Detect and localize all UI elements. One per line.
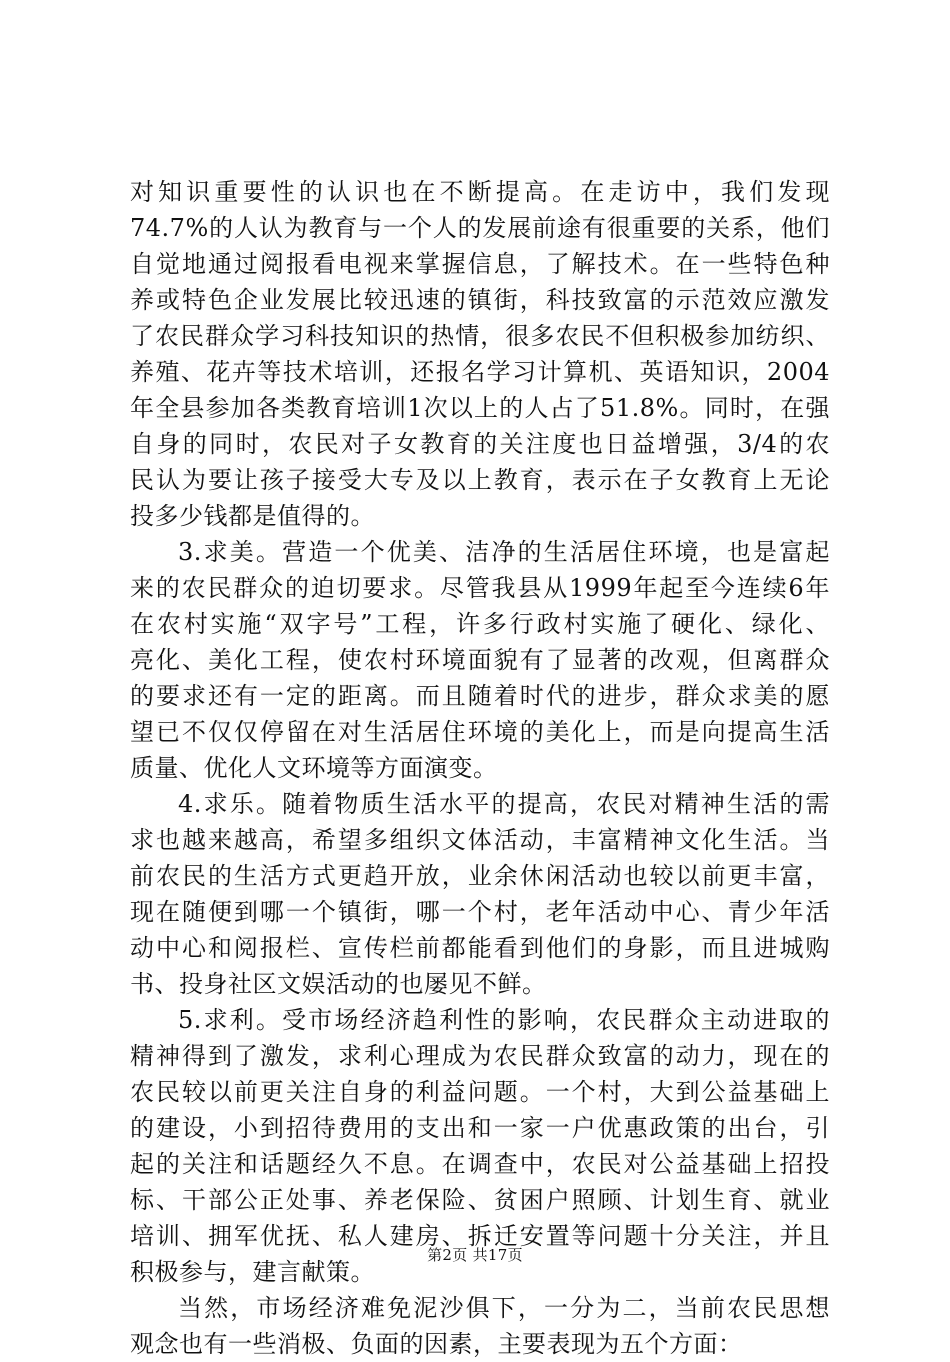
text-line: 的建设，小到招待费用的支出和一家一户优惠政策的出台，引	[130, 1114, 830, 1142]
text-line: 4.求乐。随着物质生活水平的提高，农民对精神生活的需	[178, 790, 830, 818]
text-line: 起的关注和话题经久不息。在调查中，农民对公益基础上招投	[130, 1150, 830, 1178]
text-line: 的要求还有一定的距离。而且随着时代的进步，群众求美的愿	[130, 682, 830, 710]
text-line: 来的农民群众的迫切要求。尽管我县从1999年起至今连续6年	[130, 574, 830, 602]
text-line: 养殖、花卉等技术培训，还报名学习计算机、英语知识，2004	[130, 358, 830, 386]
text-line: 自觉地通过阅报看电视来掌握信息，了解技术。在一些特色种	[130, 250, 830, 278]
text-line: 前农民的生活方式更趋开放，业余休闲活动也较以前更丰富，	[130, 862, 830, 890]
text-line: 对知识重要性的认识也在不断提高。在走访中，我们发现	[130, 178, 830, 206]
text-line: 农民较以前更关注自身的利益问题。一个村，大到公益基础上	[130, 1078, 830, 1106]
text-line: 求也越来越高，希望多组织文体活动，丰富精神文化生活。当	[130, 826, 830, 854]
body-text	[130, 174, 830, 1362]
text-line: 年全县参加各类教育培训1次以上的人占了51.8%。同时，在强	[130, 394, 830, 422]
text-line: 3.求美。营造一个优美、洁净的生活居住环境，也是富起	[178, 538, 830, 566]
text-line: 投多少钱都是值得的。	[130, 502, 375, 530]
text-line: 精神得到了激发，求利心理成为农民群众致富的动力，现在的	[130, 1042, 830, 1070]
text-line: 望已不仅仅停留在对生活居住环境的美化上，而是向提高生活	[130, 718, 830, 746]
text-line: 质量、优化人文环境等方面演变。	[130, 754, 498, 782]
text-line: 培训、拥军优抚、私人建房、拆迁安置等问题十分关注，并且	[130, 1222, 830, 1250]
text-line: 亮化、美化工程，使农村环境面貌有了显著的改观，但离群众	[130, 646, 830, 674]
text-line: 积极参与，建言献策。	[130, 1258, 375, 1286]
text-line: 在农村实施“双字号”工程，许多行政村实施了硬化、绿化、	[130, 610, 830, 638]
text-line: 养或特色企业发展比较迅速的镇街，科技致富的示范效应激发	[130, 286, 830, 314]
text-line: 现在随便到哪一个镇街，哪一个村，老年活动中心、青少年活	[130, 898, 830, 926]
text-line: 动中心和阅报栏、宣传栏前都能看到他们的身影，而且进城购	[130, 934, 830, 962]
page-footer: 第2页 共17页	[427, 1246, 523, 1264]
text-line: 观念也有一些消极、负面的因素，主要表现为五个方面：	[130, 1330, 743, 1358]
text-line: 自身的同时，农民对子女教育的关注度也日益增强，3/4的农	[130, 430, 830, 458]
text-line: 民认为要让孩子接受大专及以上教育，表示在子女教育上无论	[130, 466, 830, 494]
text-line: 书、投身社区文娱活动的也屡见不鲜。	[130, 970, 547, 998]
text-line: 了农民群众学习科技知识的热情，很多农民不但积极参加纺织、	[130, 322, 830, 350]
text-line: 当然，市场经济难免泥沙俱下，一分为二，当前农民思想	[178, 1294, 830, 1322]
text-line: 74.7%的人认为教育与一个人的发展前途有很重要的关系，他们	[130, 214, 830, 242]
text-line: 标、干部公正处事、养老保险、贫困户照顾、计划生育、就业	[130, 1186, 830, 1214]
text-line: 5.求利。受市场经济趋利性的影响，农民群众主动进取的	[178, 1006, 830, 1034]
